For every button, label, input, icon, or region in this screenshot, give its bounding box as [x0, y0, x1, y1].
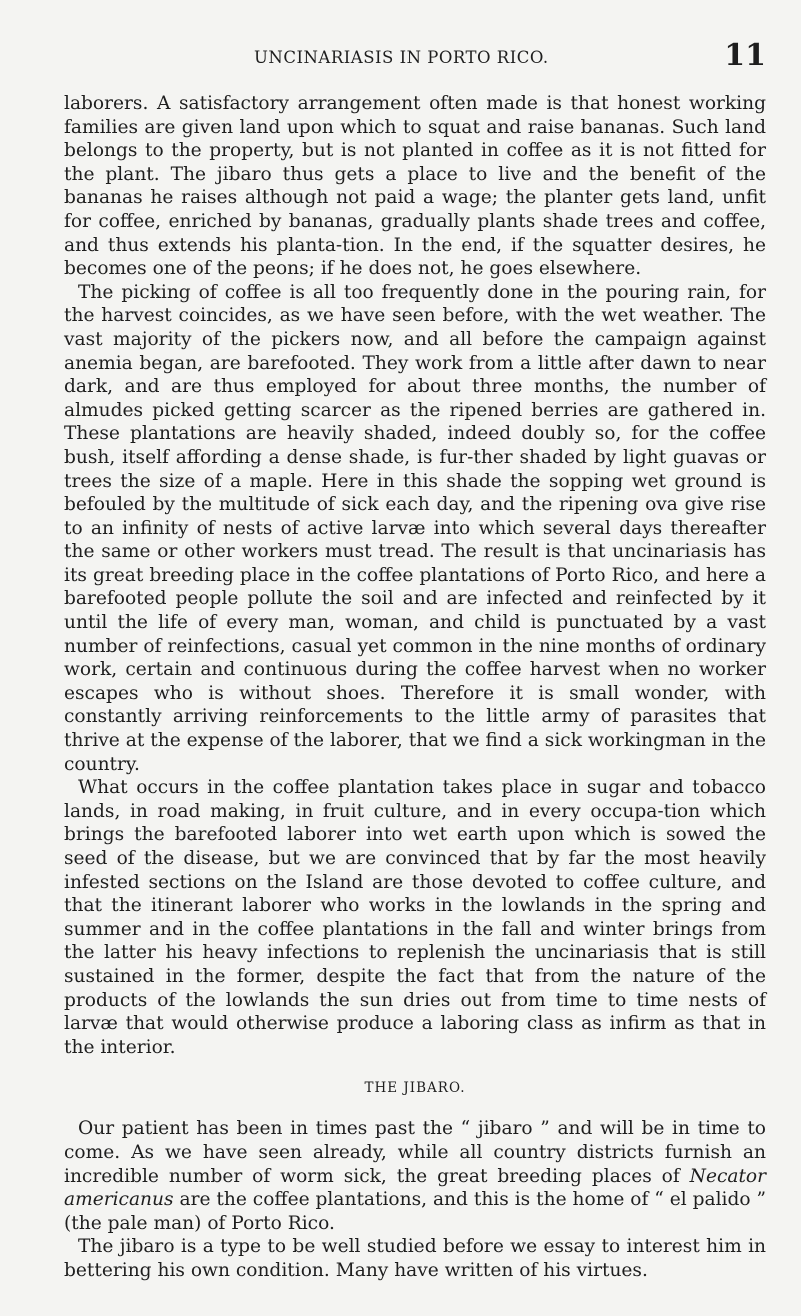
- paragraph: The picking of coffee is all too frequently done in the pouring rain, for the harvest coincides, as we have seen before, with the wet weather. The vast majority of the pickers now, and all before the campaign against anemia began, are barefooted. They work from a little after dawn to near dark, and are thus employed for about three months, the number of almudes picked getting scarcer as the ripened berries are gathered in. These plantations are heavily shaded, indeed doubly so, for the coffee bush, itself affording a dense shade, is fur-ther shaded by light guavas or trees the size of a maple. Here in this shade the sopping wet ground is befouled by the multitude of sick each day, and the ripening ova give rise to an infinity of nests of active larvæ into which several days thereafter the same or other workers must tread. The result is that uncinariasis has its great breeding place in the coffee plantations of Porto Rico, and here a barefooted people pollute the soil and are infected and reinfected by it until the life of every man, woman, and child is punctuated by a vast number of reinfections, casual yet common in the nine months of ordinary work, certain and continuous during the coffee harvest when no worker escapes who is without shoes. Therefore it is small wonder, with constantly arriving reinforcements to the little army of parasites that thrive at the expense of the laborer, that we find a sick workingman in the country.: [64, 281, 766, 775]
- section-heading: THE JIBARO.: [364, 1080, 466, 1097]
- body-text: [64, 92, 766, 1283]
- paragraph: laborers. A satisfactory arrangement often made is that honest working families are given land upon which to squat and raise bananas. Such land belongs to the property, but is not planted in coffee as it is not fitted for the plant. The jibaro thus gets a place to live and the benefit of the bananas he raises although not paid a wage; the planter gets land, unfit for coffee, enriched by bananas, gradually plants shade trees and coffee, and thus extends his planta-tion. In the end, if the squatter desires, he becomes one of the peons; if he does not, he goes elsewhere.: [64, 93, 766, 280]
- paragraph: [64, 1117, 766, 1235]
- species-name: Necator americanus: [64, 1165, 766, 1211]
- page-number: 11: [724, 38, 766, 73]
- paragraph-text: are the coffee plantations, and this is the home of “ el palido ” (the pale man) of Porto Rico.: [64, 1189, 766, 1234]
- paragraph: The jibaro is a type to be well studied before we essay to interest him in bettering his own condition. Many have written of his virtues.: [64, 1236, 766, 1281]
- running-head: UNCINARIASIS IN PORTO RICO.: [254, 48, 549, 67]
- paragraph: What occurs in the coffee plantation takes place in sugar and tobacco lands, in road making, in fruit culture, and in every occupa-tion which brings the barefooted laborer into wet earth upon which is sowed the seed of the disease, but we are convinced that by far the most heavily infested sections on the Island are those devoted to coffee culture, and that the itinerant laborer who works in the lowlands in the spring and summer and in the coffee plantations in the fall and winter brings from the latter his heavy infections to replenish the uncinariasis that is still sustained in the former, despite the fact that from the nature of the products of the lowlands the sun dries out from time to time nests of larvæ that would otherwise produce a laboring class as infirm as that in the interior.: [64, 777, 766, 1058]
- paragraph-text: Our patient has been in times past the “ jibaro ” and will be in time to come. As we have seen already, while all country districts furnish an incredible number of worm sick, the great breeding places of: [64, 1118, 766, 1187]
- page-header: [64, 38, 766, 84]
